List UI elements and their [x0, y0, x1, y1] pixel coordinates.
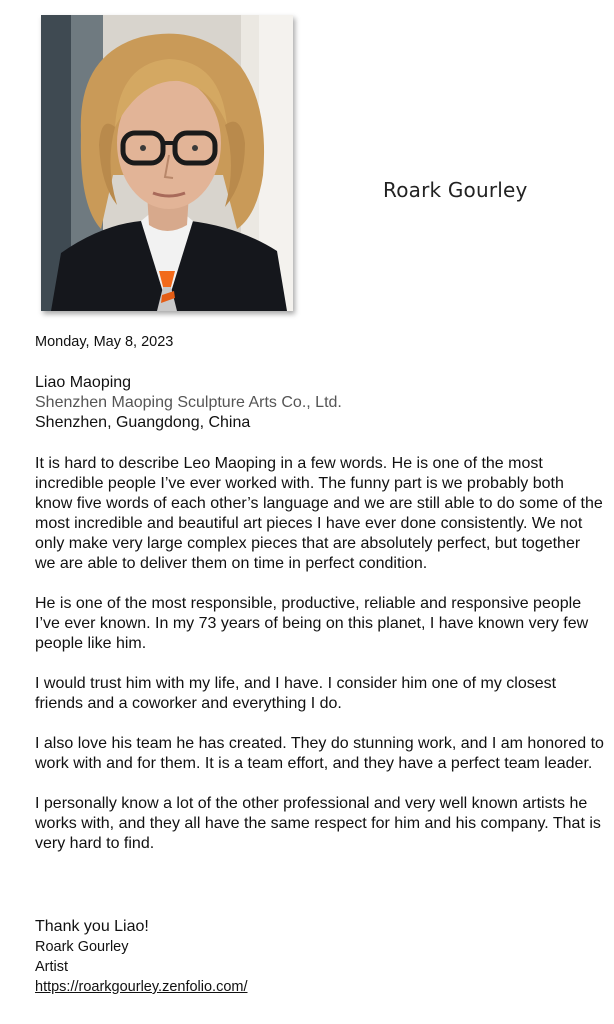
signature-title: Artist: [35, 959, 69, 975]
recipient-block: [35, 373, 342, 433]
recipient-name: Liao Maoping: [35, 374, 132, 391]
body-paragraph: He is one of the most responsible, productive, reliable and responsive people I’ve ever known. In my 73 years of being on this planet, I have known very few people like him.: [35, 595, 589, 652]
closing-block: [35, 917, 248, 997]
closing-thanks: Thank you Liao!: [35, 918, 149, 935]
author-portrait: [41, 15, 293, 311]
body-paragraph: I would trust him with my life, and I have. I consider him one of my closest friends and a coworker and everything I do.: [35, 675, 557, 712]
body-paragraph: I personally know a lot of the other professional and very well known artists he works with, and they all have the same respect for him and his company. That is very hard to find.: [35, 795, 601, 852]
portfolio-link[interactable]: https://roarkgourley.zenfolio.com/: [35, 979, 248, 995]
signature-name: Roark Gourley: [35, 939, 129, 955]
portrait-illustration: [41, 15, 293, 311]
letterhead-name: Roark Gourley: [383, 178, 528, 202]
recipient-company: Shenzhen Maoping Sculpture Arts Co., Ltd.: [35, 394, 342, 411]
recipient-location: Shenzhen, Guangdong, China: [35, 414, 251, 431]
body-paragraph: I also love his team he has created. They do stunning work, and I am honored to work with and for them. It is a team effort, and they have a perfect team leader.: [35, 735, 604, 772]
body-paragraph: It is hard to describe Leo Maoping in a few words. He is one of the most incredible people I’ve ever worked with. The funny part is we probably both know five words of each other’s language and we are still able to do some of the most incredible and beautiful art pieces I have ever done consistently. We not only make very large complex pieces that are absolutely perfect, but together we are able to deliver them on time in perfect condition.: [35, 455, 603, 572]
letter-body: [35, 454, 605, 874]
letter-date: Monday, May 8, 2023: [35, 334, 174, 350]
